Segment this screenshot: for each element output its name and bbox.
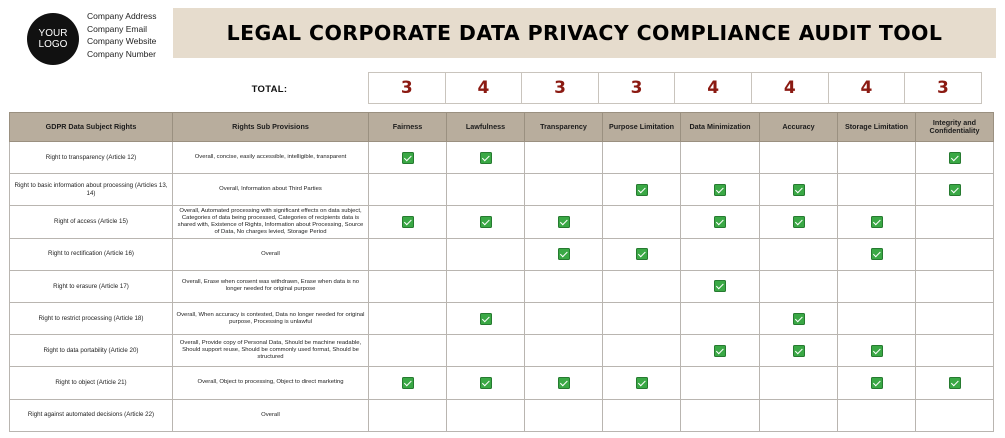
sub-provisions-cell (173, 270, 369, 302)
principle-cell[interactable] (447, 399, 525, 431)
checkbox-checked-icon[interactable] (558, 377, 570, 389)
header-principle: Purpose Limitation (603, 113, 681, 142)
sub-provisions-cell (173, 399, 369, 431)
principle-cell[interactable] (525, 367, 603, 399)
principle-cell[interactable] (838, 206, 916, 238)
logo-line-1: YOUR (38, 28, 68, 39)
principle-cell[interactable] (760, 302, 838, 334)
principle-cell[interactable] (603, 238, 681, 270)
principle-cell[interactable] (369, 399, 447, 431)
checkbox-checked-icon[interactable] (714, 216, 726, 228)
sub-provisions-text: Overall, Provide copy of Personal Data, Should be machine readable, Should support reuse, Should be commonly used format, Should be structured (179, 340, 362, 361)
title-banner (173, 8, 996, 58)
table-row (10, 270, 994, 302)
company-address: Company Address (87, 11, 157, 21)
checkbox-checked-icon[interactable] (714, 184, 726, 196)
total-value: 3 (521, 72, 599, 104)
total-value: 3 (904, 72, 982, 104)
table-row (10, 142, 994, 174)
checkbox-checked-icon[interactable] (793, 216, 805, 228)
checkbox-checked-icon[interactable] (714, 280, 726, 292)
principle-cell[interactable] (838, 174, 916, 206)
sub-provisions-cell (173, 142, 369, 174)
checkbox-checked-icon[interactable] (714, 345, 726, 357)
principle-cell[interactable] (760, 270, 838, 302)
right-name: Right to rectification (Article 16) (10, 238, 173, 270)
sub-provisions-text: Overall, Information about Third Parties (219, 186, 322, 193)
sub-provisions-text: Overall, Erase when consent was withdrawn, Erase when data is no longer needed for original purpose (181, 279, 360, 293)
principle-cell[interactable] (447, 206, 525, 238)
principle-cell[interactable] (369, 302, 447, 334)
principle-cell[interactable] (525, 142, 603, 174)
principle-cell[interactable] (447, 142, 525, 174)
sub-provisions-cell (173, 206, 369, 238)
audit-table (9, 112, 994, 432)
checkbox-checked-icon[interactable] (480, 216, 492, 228)
principle-cell[interactable] (916, 174, 994, 206)
principle-cell[interactable] (916, 206, 994, 238)
sub-provisions-cell (173, 367, 369, 399)
total-value: 4 (445, 72, 523, 104)
total-value: 4 (674, 72, 752, 104)
sub-provisions-text: Overall, Automated processing with significant effects on data subject, Categories of data being processed, Categories of recipients data is shared with, Existence of Rights, Information about Processing, Source of Data, No charges levied, Storage Period (177, 207, 364, 235)
principle-cell[interactable] (603, 302, 681, 334)
principle-cell[interactable] (603, 270, 681, 302)
table-row (10, 302, 994, 334)
header-principle: Data Minimization (681, 113, 760, 142)
principle-cell[interactable] (525, 174, 603, 206)
totals-row (368, 72, 982, 104)
checkbox-checked-icon[interactable] (636, 184, 648, 196)
principle-cell[interactable] (760, 142, 838, 174)
principle-cell[interactable] (681, 302, 760, 334)
principle-cell[interactable] (760, 335, 838, 367)
header-principle: Lawfulness (447, 113, 525, 142)
checkbox-checked-icon[interactable] (949, 377, 961, 389)
principle-cell[interactable] (838, 270, 916, 302)
principle-cell[interactable] (369, 367, 447, 399)
principle-cell[interactable] (603, 399, 681, 431)
table-row (10, 238, 994, 270)
sub-provisions-cell (173, 238, 369, 270)
principle-cell[interactable] (838, 142, 916, 174)
sub-provisions-text: Overall (261, 411, 280, 418)
principle-cell[interactable] (369, 238, 447, 270)
principle-cell[interactable] (681, 238, 760, 270)
checkbox-checked-icon[interactable] (636, 377, 648, 389)
principle-cell[interactable] (838, 367, 916, 399)
total-value: 4 (828, 72, 906, 104)
principle-cell[interactable] (916, 367, 994, 399)
principle-cell[interactable] (525, 238, 603, 270)
total-value: 4 (751, 72, 829, 104)
principle-cell[interactable] (916, 270, 994, 302)
table-header-row (10, 113, 994, 142)
principle-cell[interactable] (447, 238, 525, 270)
principle-cell[interactable] (447, 270, 525, 302)
table-row (10, 399, 994, 431)
principle-cell[interactable] (760, 206, 838, 238)
header-principle: Storage Limitation (838, 113, 916, 142)
right-name: Right to data portability (Article 20) (10, 335, 173, 367)
company-logo (27, 13, 79, 65)
checkbox-checked-icon[interactable] (402, 216, 414, 228)
principle-cell[interactable] (916, 399, 994, 431)
principle-cell[interactable] (838, 302, 916, 334)
table-row (10, 335, 994, 367)
principle-cell[interactable] (760, 399, 838, 431)
principle-cell[interactable] (681, 367, 760, 399)
page-title: LEGAL CORPORATE DATA PRIVACY COMPLIANCE AUDIT TOOL (226, 21, 943, 45)
company-info (87, 10, 156, 60)
checkbox-checked-icon[interactable] (480, 313, 492, 325)
principle-cell[interactable] (760, 238, 838, 270)
header-principle: Accuracy (760, 113, 838, 142)
principle-cell[interactable] (525, 206, 603, 238)
principle-cell[interactable] (369, 174, 447, 206)
principle-cell[interactable] (681, 399, 760, 431)
checkbox-checked-icon[interactable] (871, 345, 883, 357)
principle-cell[interactable] (603, 142, 681, 174)
sub-provisions-cell (173, 174, 369, 206)
header-principle: Integrity and Confidentiality (916, 113, 994, 142)
principle-cell[interactable] (525, 302, 603, 334)
principle-cell[interactable] (603, 335, 681, 367)
checkbox-checked-icon[interactable] (402, 152, 414, 164)
principle-cell[interactable] (447, 367, 525, 399)
principle-cell[interactable] (525, 335, 603, 367)
header-sub-provisions: Rights Sub Provisions (173, 113, 369, 142)
principle-cell[interactable] (838, 238, 916, 270)
principle-cell[interactable] (369, 335, 447, 367)
right-name: Right to object (Article 21) (10, 367, 173, 399)
checkbox-checked-icon[interactable] (793, 313, 805, 325)
sub-provisions-cell (173, 335, 369, 367)
checkbox-checked-icon[interactable] (871, 216, 883, 228)
principle-cell[interactable] (447, 174, 525, 206)
sub-provisions-text: Overall, concise, easily accessible, intelligible, transparent (194, 154, 347, 161)
company-website: Company Website (87, 36, 157, 46)
principle-cell[interactable] (369, 142, 447, 174)
right-name: Right to transparency (Article 12) (10, 142, 173, 174)
right-name: Right against automated decisions (Article 22) (10, 399, 173, 431)
checkbox-checked-icon[interactable] (793, 345, 805, 357)
checkbox-checked-icon[interactable] (558, 216, 570, 228)
checkbox-checked-icon[interactable] (949, 184, 961, 196)
checkbox-checked-icon[interactable] (558, 248, 570, 260)
principle-cell[interactable] (760, 174, 838, 206)
principle-cell[interactable] (916, 302, 994, 334)
right-name: Right to basic information about processing (Articles 13, 14) (10, 174, 173, 206)
principle-cell[interactable] (681, 335, 760, 367)
table-row (10, 174, 994, 206)
right-name: Right to restrict processing (Article 18) (10, 302, 173, 334)
total-value: 3 (368, 72, 446, 104)
table-row (10, 367, 994, 399)
checkbox-checked-icon[interactable] (871, 248, 883, 260)
company-email: Company Email (87, 23, 147, 34)
principle-cell[interactable] (603, 206, 681, 238)
principle-cell[interactable] (447, 335, 525, 367)
right-name: Right of access (Article 15) (10, 206, 173, 238)
company-number: Company Number (87, 48, 156, 59)
total-label: TOTAL: (251, 83, 288, 95)
table-row (10, 206, 994, 238)
principle-cell[interactable] (838, 335, 916, 367)
sub-provisions-text: Overall, When accuracy is contested, Data no longer needed for original purpose, Processing is unlawful (176, 311, 365, 325)
sub-provisions-cell (173, 302, 369, 334)
principle-cell[interactable] (681, 206, 760, 238)
principle-cell[interactable] (681, 142, 760, 174)
principle-cell[interactable] (369, 206, 447, 238)
principle-cell[interactable] (603, 174, 681, 206)
principle-cell[interactable] (916, 238, 994, 270)
sub-provisions-text: Overall (261, 250, 280, 257)
checkbox-checked-icon[interactable] (402, 377, 414, 389)
principle-cell[interactable] (447, 302, 525, 334)
principle-cell[interactable] (838, 399, 916, 431)
total-value: 3 (598, 72, 676, 104)
principle-cell[interactable] (369, 270, 447, 302)
checkbox-checked-icon[interactable] (636, 248, 648, 260)
principle-cell[interactable] (525, 270, 603, 302)
checkbox-checked-icon[interactable] (480, 152, 492, 164)
logo-line-2: LOGO (38, 39, 68, 50)
header-principle: Fairness (369, 113, 447, 142)
principle-cell[interactable] (760, 367, 838, 399)
checkbox-checked-icon[interactable] (871, 377, 883, 389)
header-principle: Transparency (525, 113, 603, 142)
principle-cell[interactable] (681, 270, 760, 302)
checkbox-checked-icon[interactable] (949, 152, 961, 164)
principle-cell[interactable] (916, 335, 994, 367)
principle-cell[interactable] (681, 174, 760, 206)
header-gdpr-rights: GDPR Data Subject Rights (10, 113, 173, 142)
principle-cell[interactable] (916, 142, 994, 174)
sub-provisions-text: Overall, Object to processing, Object to direct marketing (197, 379, 344, 386)
principle-cell[interactable] (603, 367, 681, 399)
principle-cell[interactable] (525, 399, 603, 431)
checkbox-checked-icon[interactable] (793, 184, 805, 196)
right-name: Right to erasure (Article 17) (10, 270, 173, 302)
checkbox-checked-icon[interactable] (480, 377, 492, 389)
